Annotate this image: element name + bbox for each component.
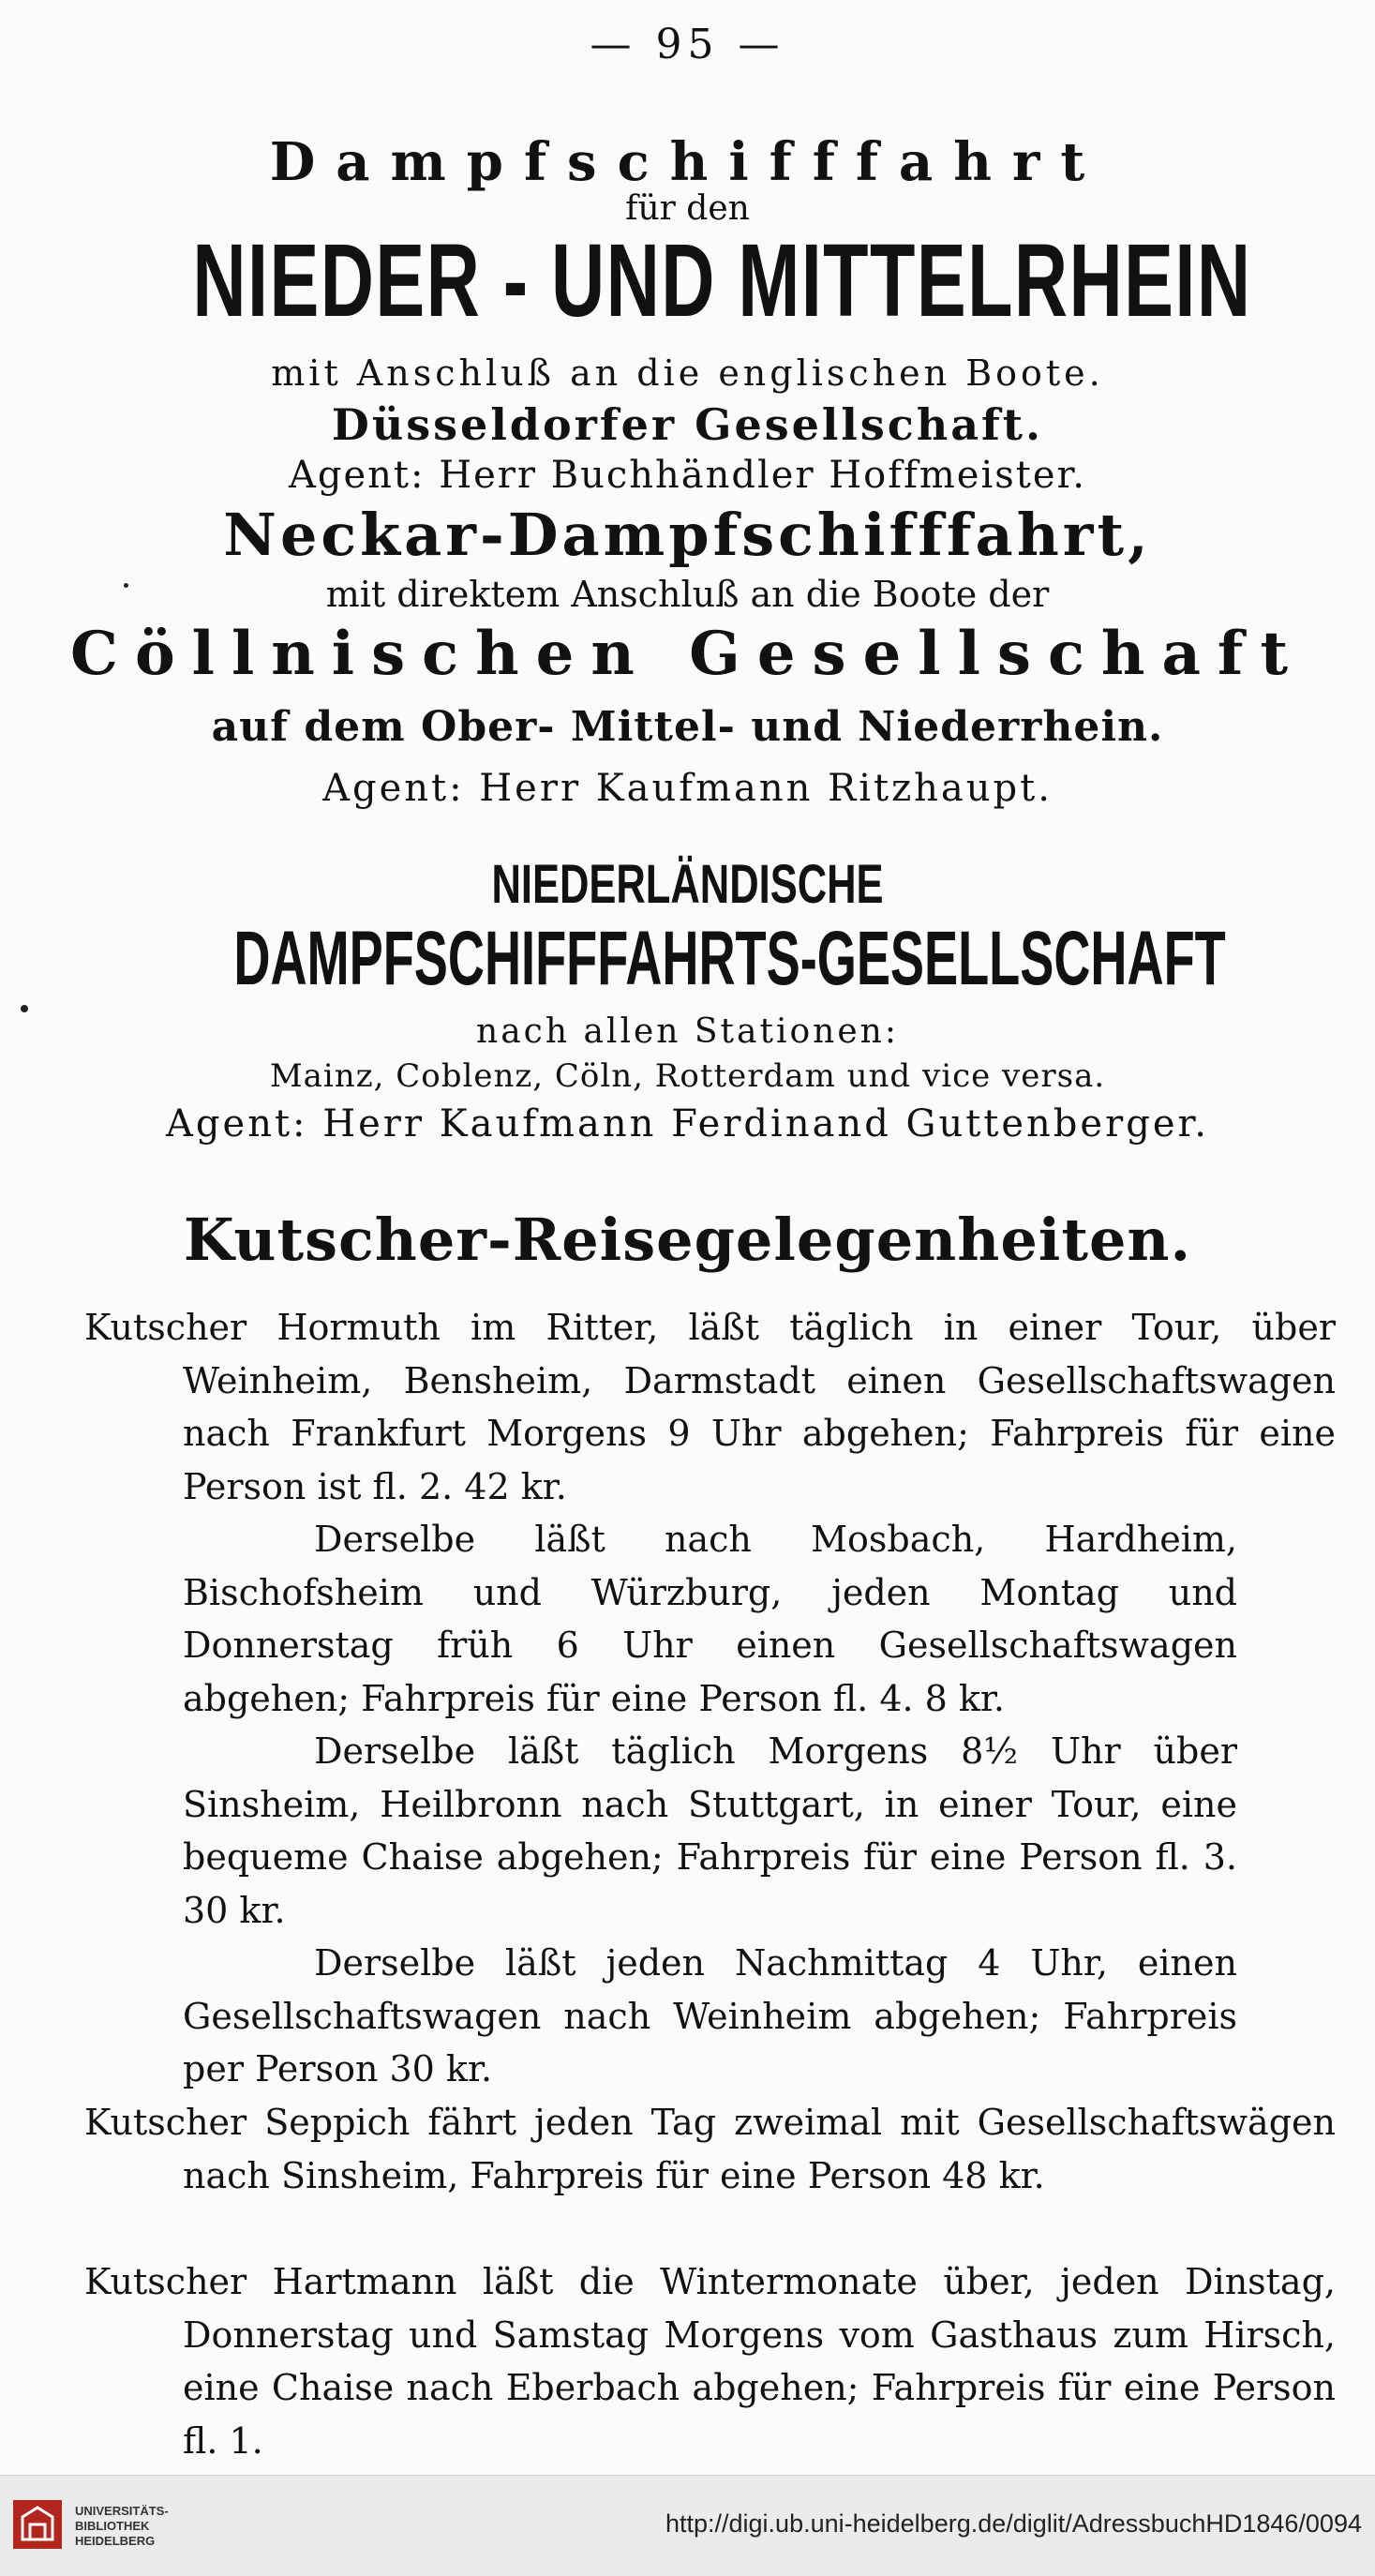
ad1-title: NIEDER - UND MITTELRHEIN — [192, 223, 1252, 338]
footer-bar — [0, 2475, 1375, 2576]
ad3-subline: nach allen Stationen: — [476, 1012, 899, 1051]
page-number: — 95 — — [590, 21, 785, 68]
paragraph-stuttgart — [84, 1725, 1237, 1937]
ad3-heading-1: NIEDERLÄNDISCHE — [491, 854, 884, 915]
logo-line-3: HEIDELBERG — [75, 2534, 156, 2548]
paragraph-text: Derselbe läßt jeden Nachmittag 4 Uhr, einen Gesellschaftswagen nach Weinheim abgehen; Fahrpreis per Person 30 kr. — [183, 1942, 1237, 2089]
university-logo-icon[interactable] — [13, 2500, 62, 2549]
paragraph-weinheim — [84, 1937, 1237, 2096]
logo-line-1: UNIVERSITÄTS- — [75, 2504, 169, 2518]
ad2-subline: mit direktem Anschluß an die Boote der — [325, 574, 1050, 615]
section-title: Kutscher-Reisegelegenheiten. — [183, 1206, 1192, 1274]
paragraph-hormuth — [84, 1301, 1336, 1513]
paragraph-text: Derselbe läßt nach Mosbach, Hardheim, Bischofsheim und Würzburg, jeden Montag und Donnerstag früh 6 Uhr einen Gesellschaftswagen abgehen; Fahrpreis für eine Person fl. 4. 8 kr. — [183, 1519, 1237, 1719]
university-logo-text — [75, 2504, 169, 2549]
paragraph-mosbach — [84, 1513, 1237, 1725]
ad1-agent: Agent: Herr Buchhändler Hoffmeister. — [289, 454, 1086, 497]
ad1-subline: mit Anschluß an die englischen Boote. — [271, 352, 1104, 394]
paragraph-text: Derselbe läßt täglich Morgens 8½ Uhr über Sinsheim, Heilbronn nach Stuttgart, in einer Tour, eine bequeme Chaise abgehen; Fahrpreis für eine Person fl. 3. 30 kr. — [183, 1730, 1237, 1931]
ad2-routes: auf dem Ober- Mittel- und Niederrhein. — [211, 703, 1164, 751]
ad1-heading: Dampfschifffahrt — [269, 131, 1106, 193]
ad2-heading: Neckar-Dampfschifffahrt, — [223, 501, 1152, 569]
ad3-routes: Mainz, Coblenz, Cöln, Rotterdam und vice versa. — [269, 1057, 1106, 1095]
paragraph-text: Kutscher Seppich fährt jeden Tag zweimal mit Gesellschaftswägen nach Sinsheim, Fahrpreis für eine Person 48 kr. — [84, 2102, 1336, 2196]
paragraph-text: Kutscher Hormuth im Ritter, läßt täglich in einer Tour, über Weinheim, Bensheim, Darmstadt einen Gesellschaftswagen nach Frankfurt Morgens 9 Uhr abgehen; Fahrpreis für eine Person ist fl. 2. 42 kr. — [84, 1307, 1336, 1507]
ad2-company: Cöllnischen Gesellschaft — [70, 619, 1305, 689]
scan-speck — [124, 583, 128, 588]
ad3-agent: Agent: Herr Kaufmann Ferdinand Guttenberger. — [166, 1102, 1209, 1146]
paragraph-text: Kutscher Hartmann läßt die Wintermonate über, jeden Dinstag, Donnerstag und Samstag Morgens vom Gasthaus zum Hirsch, eine Chaise nach Eberbach abgehen; Fahrpreis für eine Person fl. 1. — [84, 2261, 1336, 2462]
ad1-company: Düsseldorfer Gesellschaft. — [331, 399, 1044, 450]
paragraph-hartmann — [84, 2255, 1336, 2467]
logo-line-2: BIBLIOTHEK — [75, 2519, 150, 2533]
ad2-agent: Agent: Herr Kaufmann Ritzhaupt. — [322, 767, 1053, 810]
ad3-heading-2: DAMPFSCHIFFFAHRTS-GESELLSCHAFT — [233, 916, 1226, 1001]
scan-speck — [21, 1005, 28, 1012]
paragraph-seppich — [84, 2096, 1336, 2202]
ad1-fuer-den: für den — [625, 189, 750, 228]
permalink-url[interactable]: http://digi.ub.uni-heidelberg.de/diglit/AdressbuchHD1846/0094 — [665, 2509, 1362, 2538]
